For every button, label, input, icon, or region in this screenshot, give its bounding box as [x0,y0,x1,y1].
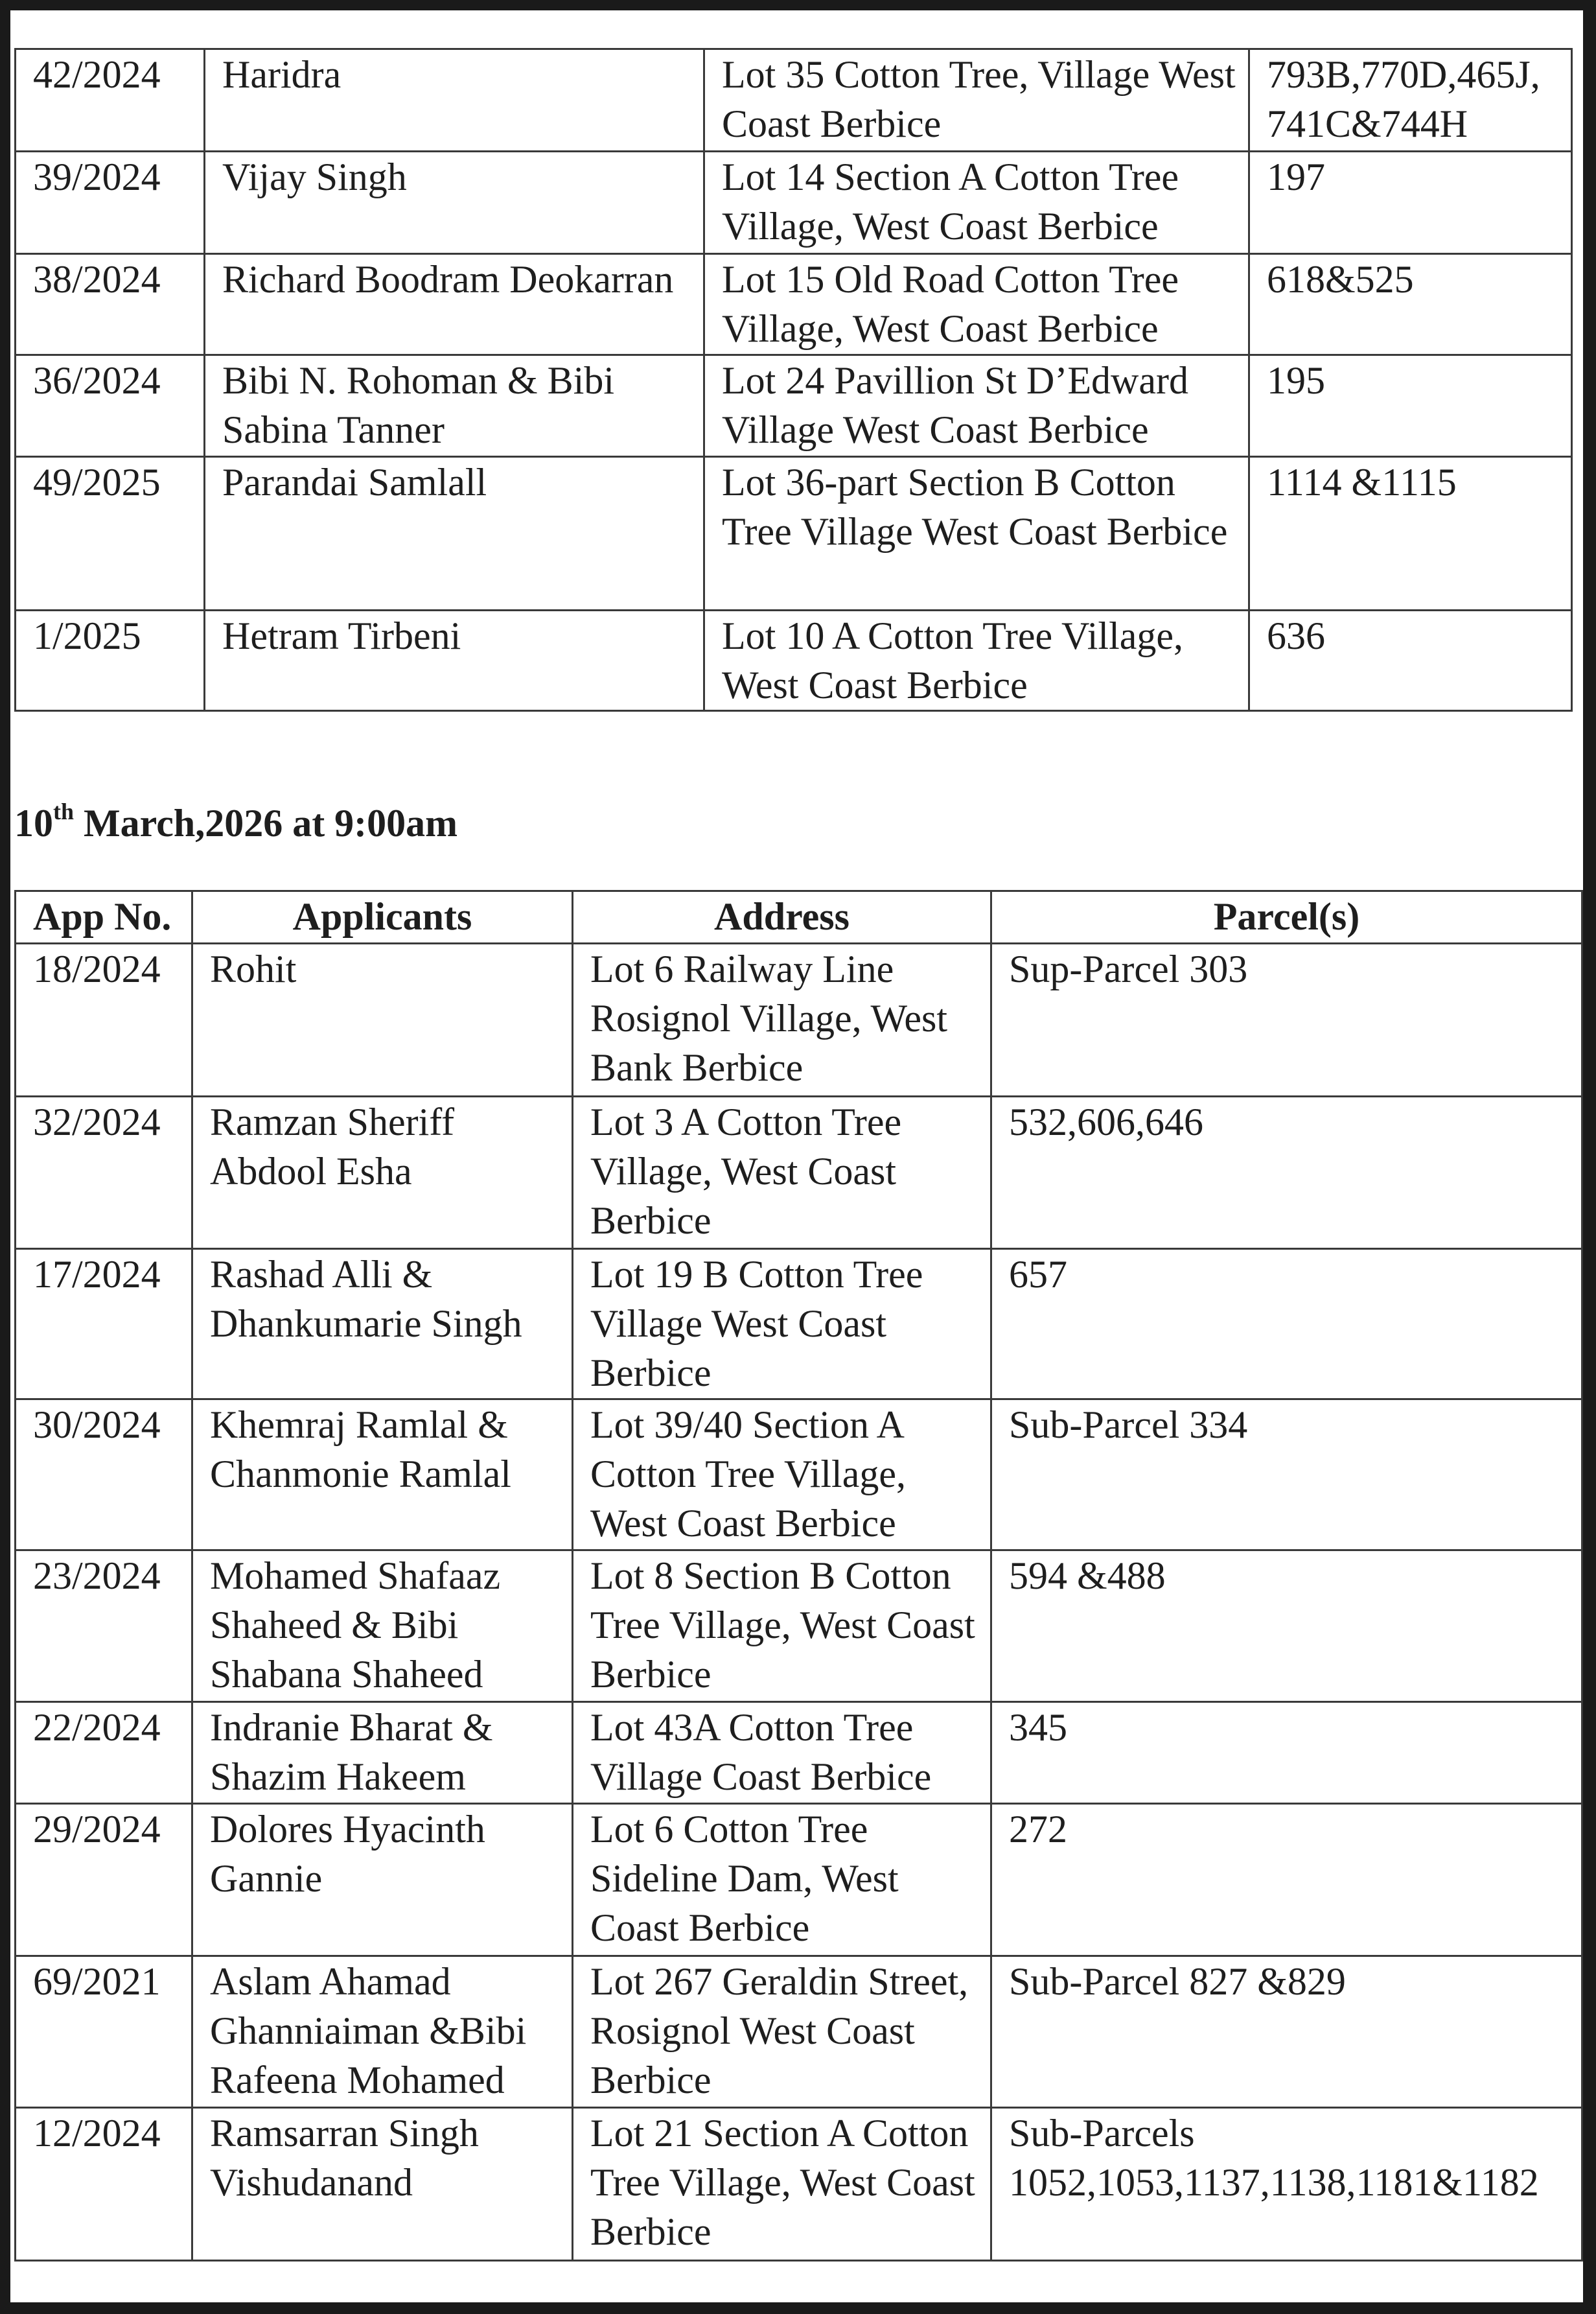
table-row [16,152,1572,254]
app-no-cell: 17/2024 [16,1249,192,1399]
app-no-cell: 32/2024 [16,1097,192,1249]
table-row [16,355,1572,457]
parcels-cell: 345 [991,1702,1582,1804]
applicants-cell: Ramsarran Singh Vishudanand [192,2108,573,2261]
table-row [16,1550,1582,1702]
applicants-cell: Bibi N. Rohoman & Bibi Sabina Tanner [205,355,704,457]
table-row [16,1956,1582,2108]
parcels-cell: Sup-Parcel 303 [991,944,1582,1097]
app-no-cell: 18/2024 [16,944,192,1097]
table-row [16,1804,1582,1956]
parcels-cell: Sub-Parcel 827 &829 [991,1956,1582,2108]
app-no-cell: 69/2021 [16,1956,192,2108]
parcels-cell: 793B,770D,465J, 741C&744H [1249,49,1572,152]
parcels-cell: 618&525 [1249,254,1572,355]
table-row [16,1249,1582,1399]
address-cell: Lot 15 Old Road Cotton Tree Village, West Coast Berbice [704,254,1249,355]
address-cell: Lot 6 Railway Line Rosignol Village, West Bank Berbice [573,944,991,1097]
app-no-cell: 30/2024 [16,1399,192,1550]
table-row [16,1097,1582,1249]
applicants-cell: Rohit [192,944,573,1097]
address-cell: Lot 36-part Section B Cotton Tree Village West Coast Berbice [704,457,1249,611]
hearing-table-continued [14,48,1573,712]
address-cell: Lot 35 Cotton Tree, Village West Coast Berbice [704,49,1249,152]
applicants-cell: Khemraj Ramlal & Chanmonie Ramlal [192,1399,573,1550]
hearing-date-heading [14,794,457,852]
app-no-cell: 29/2024 [16,1804,192,1956]
parcels-cell: 657 [991,1249,1582,1399]
table-row [16,2108,1582,2261]
table-row [16,254,1572,355]
parcels-cell: 197 [1249,152,1572,254]
applicants-cell: Haridra [205,49,704,152]
table-header-row [16,891,1582,944]
applicants-cell: Dolores Hyacinth Gannie [192,1804,573,1956]
applicants-cell: Hetram Tirbeni [205,611,704,711]
address-cell: Lot 10 A Cotton Tree Village, West Coast Berbice [704,611,1249,711]
address-cell: Lot 39/40 Section A Cotton Tree Village, West Coast Berbice [573,1399,991,1550]
table-row [16,1702,1582,1804]
applicants-cell: Aslam Ahamad Ghanniaiman &Bibi Rafeena Mohamed [192,1956,573,2108]
table-row [16,611,1572,711]
app-no-cell: 49/2025 [16,457,205,611]
address-cell: Lot 6 Cotton Tree Sideline Dam, West Coast Berbice [573,1804,991,1956]
parcels-cell: 195 [1249,355,1572,457]
app-no-cell: 38/2024 [16,254,205,355]
address-cell: Lot 267 Geraldin Street, Rosignol West Coast Berbice [573,1956,991,2108]
hearing-table [14,890,1583,2261]
address-cell: Lot 3 A Cotton Tree Village, West Coast Berbice [573,1097,991,1249]
applicants-cell: Rashad Alli & Dhankumarie Singh [192,1249,573,1399]
parcels-cell: 532,606,646 [991,1097,1582,1249]
app-no-cell: 36/2024 [16,355,205,457]
parcels-cell: 594 &488 [991,1550,1582,1702]
column-header-address: Address [573,891,991,944]
table-row [16,1399,1582,1550]
applicants-cell: Parandai Samlall [205,457,704,611]
app-no-cell: 1/2025 [16,611,205,711]
app-no-cell: 23/2024 [16,1550,192,1702]
heading-day: 10 [14,802,53,845]
parcels-cell: Sub-Parcel 334 [991,1399,1582,1550]
parcels-cell: 1114 &1115 [1249,457,1572,611]
app-no-cell: 22/2024 [16,1702,192,1804]
applicants-cell: Richard Boodram Deokarran [205,254,704,355]
applicants-cell: Mohamed Shafaaz Shaheed & Bibi Shabana Shaheed [192,1550,573,1702]
table-row [16,457,1572,611]
address-cell: Lot 24 Pavillion St D’Edward Village West Coast Berbice [704,355,1249,457]
table-row [16,49,1572,152]
applicants-cell: Ramzan Sheriff Abdool Esha [192,1097,573,1249]
column-header-applicants: Applicants [192,891,573,944]
address-cell: Lot 19 B Cotton Tree Village West Coast Berbice [573,1249,991,1399]
app-no-cell: 39/2024 [16,152,205,254]
table-row [16,944,1582,1097]
app-no-cell: 12/2024 [16,2108,192,2261]
parcels-cell: Sub-Parcels 1052,1053,1137,1138,1181&1182 [991,2108,1582,2261]
parcels-cell: 272 [991,1804,1582,1956]
column-header-app-no: App No. [16,891,192,944]
parcels-cell: 636 [1249,611,1572,711]
applicants-cell: Vijay Singh [205,152,704,254]
address-cell: Lot 8 Section B Cotton Tree Village, West Coast Berbice [573,1550,991,1702]
address-cell: Lot 21 Section A Cotton Tree Village, West Coast Berbice [573,2108,991,2261]
column-header-parcels: Parcel(s) [991,891,1582,944]
app-no-cell: 42/2024 [16,49,205,152]
heading-date-time: March,2026 at 9:00am [74,802,458,845]
address-cell: Lot 43A Cotton Tree Village Coast Berbice [573,1702,991,1804]
address-cell: Lot 14 Section A Cotton Tree Village, West Coast Berbice [704,152,1249,254]
applicants-cell: Indranie Bharat & Shazim Hakeem [192,1702,573,1804]
heading-day-suffix: th [53,799,75,824]
